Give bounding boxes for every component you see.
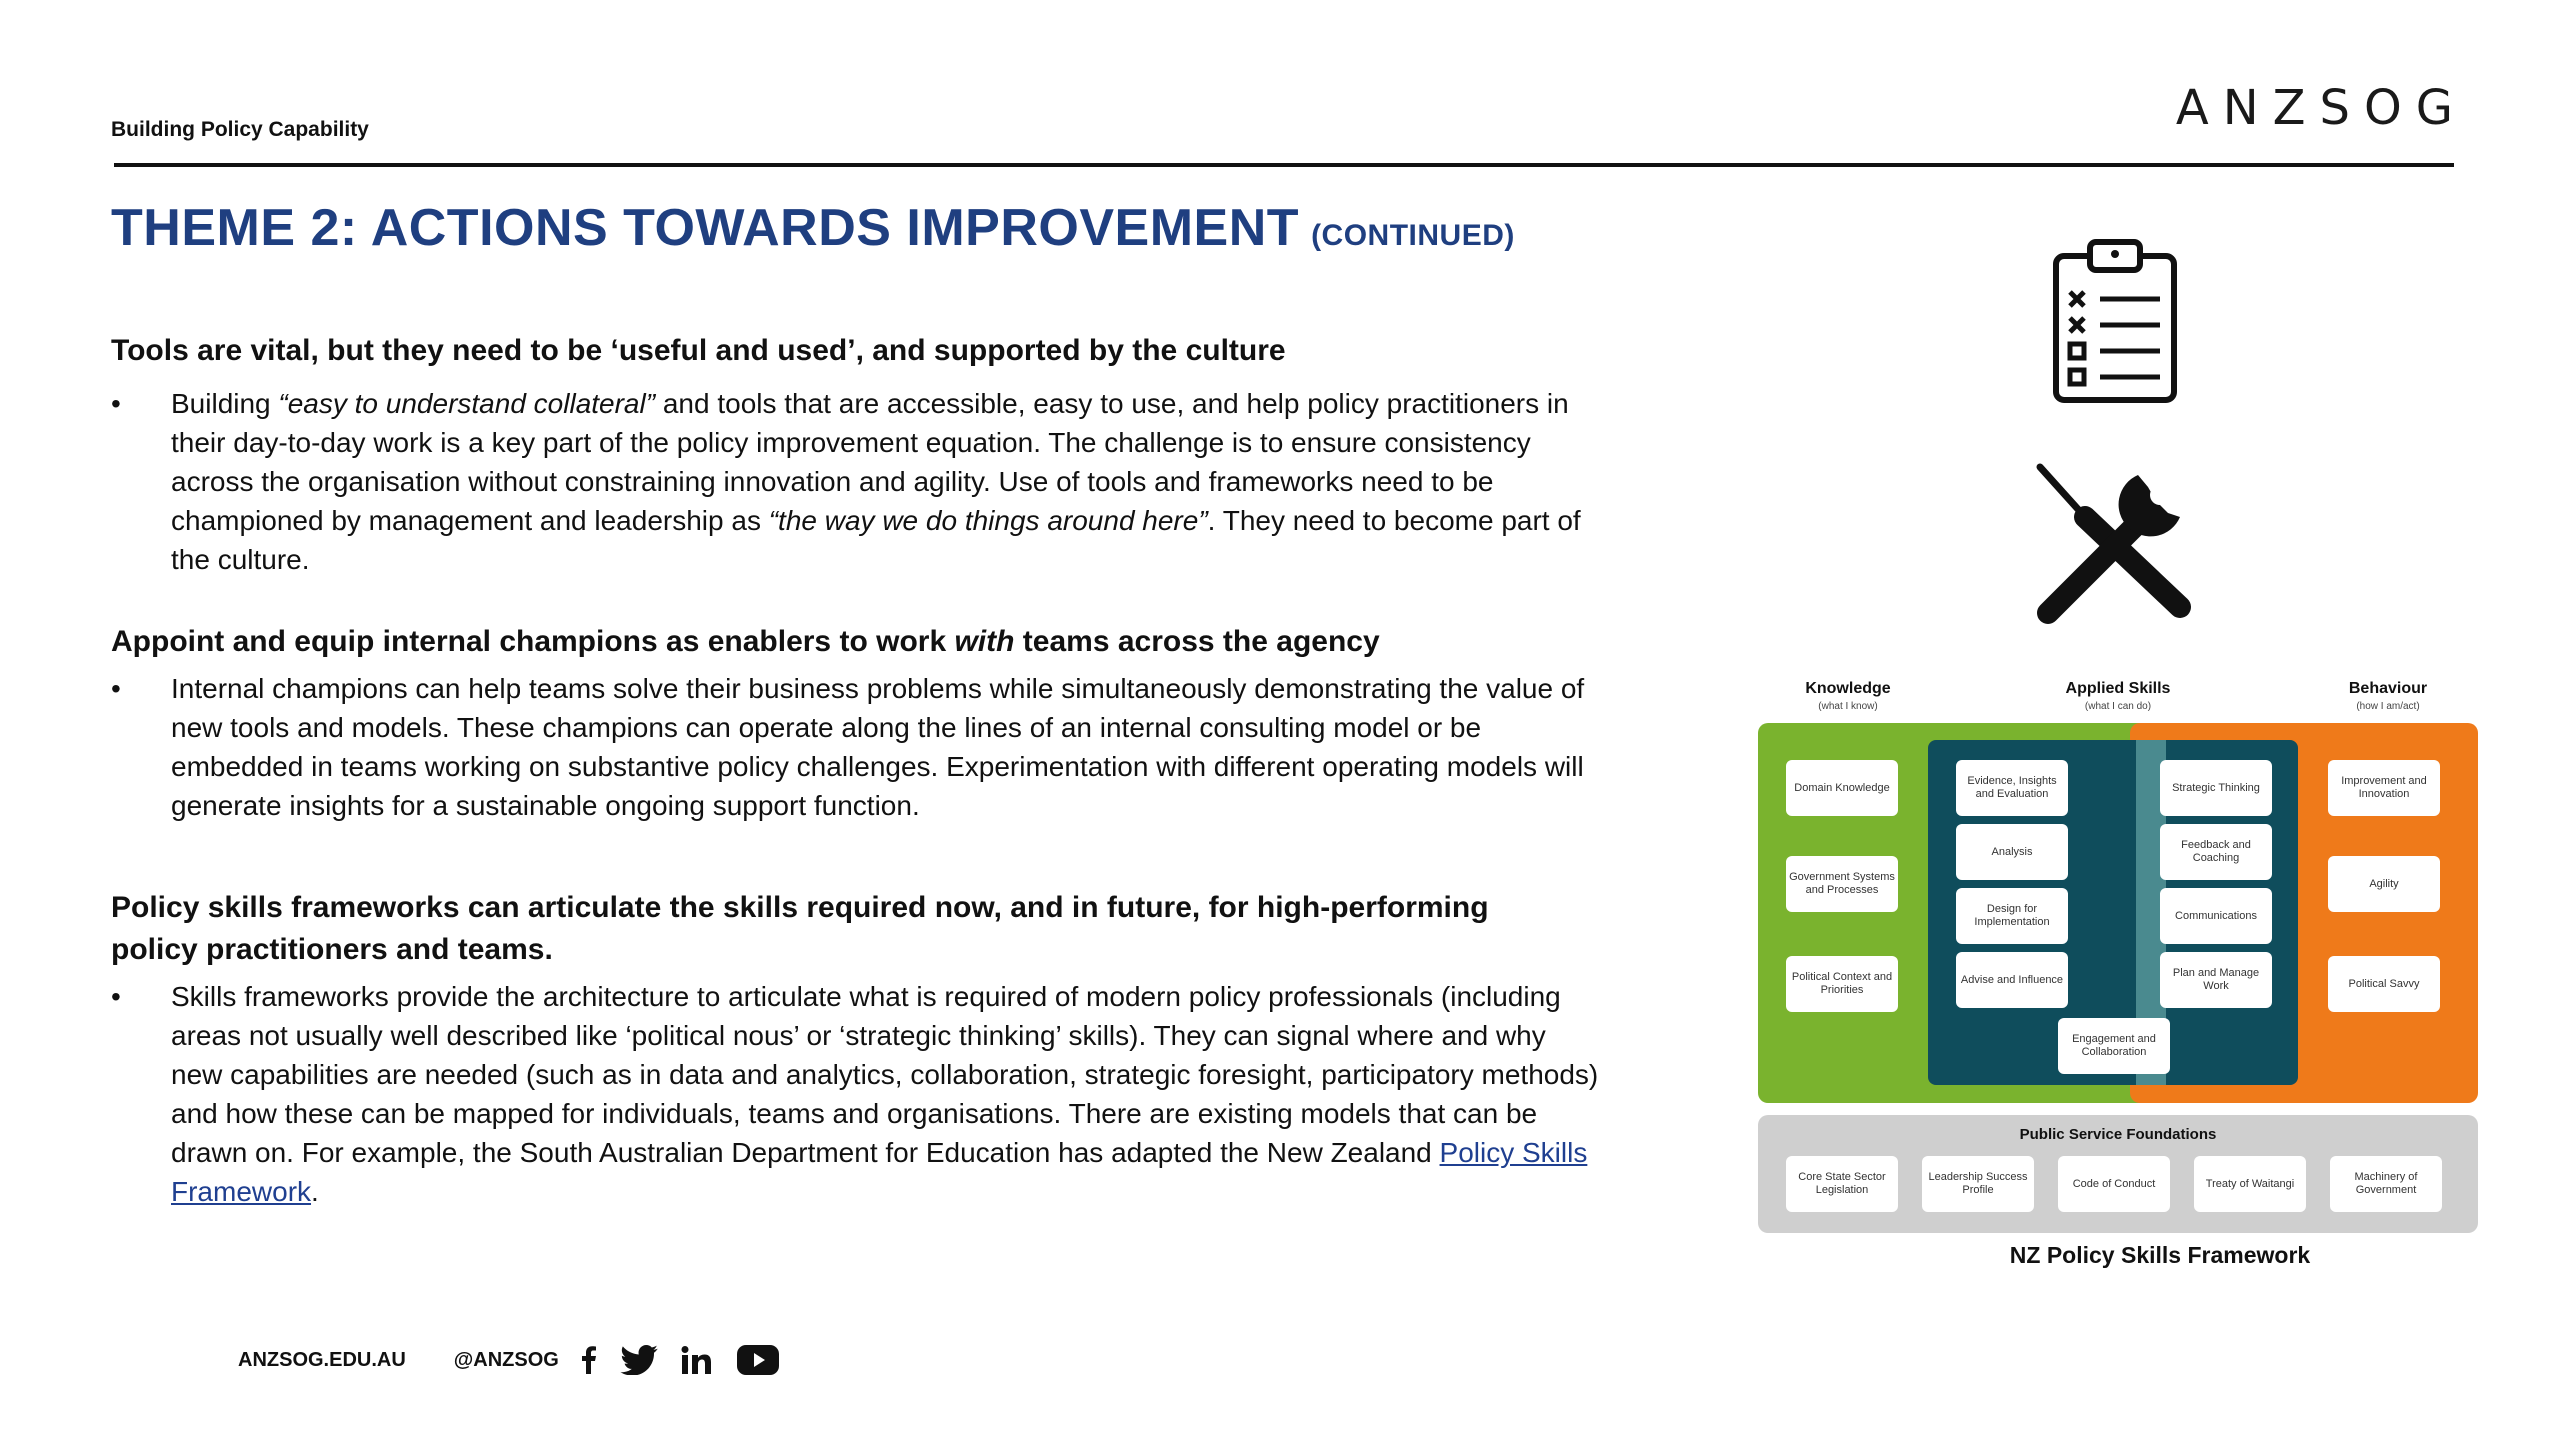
- foundation-item: Core State Sector Legislation: [1786, 1156, 1898, 1212]
- column-sub-applied: (what I can do): [2084, 701, 2152, 712]
- column-title-applied: Applied Skills: [2065, 680, 2171, 697]
- bullet-text-part: Skills frameworks provide the architecture to articulate what is required of modern policy professionals (including areas not usually well described like ‘political nous’ or ‘strategic thinking’ skills). They can signal where and why new capabilities are needed (such as in data and analytics, collaboration, strategic foresight, participatory methods) and how these can be mapped for individuals, teams and organisations. There are existing models that can be drawn on. For example, the South Australian Department for Education has adapted the New Zealand: [171, 981, 1599, 1168]
- policy-skills-framework-diagram: [1758, 668, 2478, 1258]
- bullet-text: [171, 977, 1601, 1211]
- section-champions: [111, 621, 1601, 825]
- bullet-quote: “the way we do things around here”: [768, 505, 1208, 536]
- section-heading: Policy skills frameworks can articulate the skills required now, and in future, for high-performing policy practitioners and teams.: [111, 891, 1489, 966]
- twitter-icon[interactable]: [619, 1345, 659, 1375]
- bullet-item: [111, 384, 1601, 579]
- behaviour-item: Agility: [2328, 856, 2440, 912]
- youtube-icon[interactable]: [737, 1345, 779, 1375]
- applied-skill-item: Design for Implementation: [1956, 888, 2068, 944]
- applied-skill-item: Evidence, Insights and Evaluation: [1956, 760, 2068, 816]
- section-frameworks: [111, 887, 1601, 1211]
- facebook-icon[interactable]: [581, 1346, 597, 1374]
- applied-skill-item: Strategic Thinking: [2160, 760, 2272, 816]
- column-sub-knowledge: (what I know): [1818, 701, 1878, 712]
- anzsog-logo: ANZSOG: [2175, 80, 2467, 136]
- heading-part: teams across the agency: [1014, 625, 1380, 658]
- column-title-behaviour: Behaviour: [2348, 680, 2428, 697]
- foundation-item: Code of Conduct: [2058, 1156, 2170, 1212]
- footer: [238, 1345, 779, 1375]
- footer-handle[interactable]: @ANZSOG: [453, 1348, 559, 1371]
- applied-skill-item: Communications: [2160, 888, 2272, 944]
- behaviour-item: Political Savvy: [2328, 956, 2440, 1012]
- bullet-item: [111, 977, 1601, 1211]
- foundation-item: Machinery of Government: [2330, 1156, 2442, 1212]
- section-heading: Tools are vital, but they need to be ‘useful and used’, and supported by the culture: [111, 334, 1286, 367]
- linkedin-icon[interactable]: [681, 1346, 715, 1374]
- bullet-marker: •: [111, 388, 121, 419]
- applied-skill-item: Analysis: [1956, 824, 2068, 880]
- bullet-quote: “easy to understand collateral”: [278, 388, 656, 419]
- bullet-text-part: and tools that are accessible, easy to use, and help policy practitioners in their day-to-day work is a key part of the policy improvement equation. The challenge is to ensure consistency across the organisation without constraining innovation and agility. Use of tools and frameworks need to be championed by management and leadership as: [171, 388, 1569, 536]
- applied-skill-item: Advise and Influence: [1956, 952, 2068, 1008]
- foundations-title: Public Service Foundations: [2019, 1126, 2217, 1143]
- policy-skills-framework-link[interactable]: Policy Skills Framework: [171, 1137, 1588, 1207]
- knowledge-item: Government Systems and Processes: [1786, 856, 1898, 912]
- heading-emphasis: with: [954, 625, 1015, 658]
- bullet-marker: •: [111, 981, 121, 1012]
- bullet-text: [171, 384, 1601, 579]
- framework-caption: NZ Policy Skills Framework: [2009, 1242, 2311, 1268]
- section-tools: [111, 330, 1601, 579]
- knowledge-item: Domain Knowledge: [1786, 760, 1898, 816]
- applied-skill-item: Plan and Manage Work: [2160, 952, 2272, 1008]
- bullet-text-part: . They need to become part of the culture.: [171, 505, 1581, 575]
- heading-part: Appoint and equip internal champions as enablers to work: [111, 625, 955, 658]
- applied-skill-center-item: Engagement and Collaboration: [2058, 1018, 2170, 1074]
- bullet-marker: •: [111, 673, 121, 704]
- applied-skill-item: Feedback and Coaching: [2160, 824, 2272, 880]
- column-sub-behaviour: (how I am/act): [2356, 701, 2420, 712]
- behaviour-item: Improvement and Innovation: [2328, 760, 2440, 816]
- footer-website[interactable]: ANZSOG.EDU.AU: [238, 1348, 406, 1371]
- header-divider: [114, 163, 2454, 167]
- wrench-screwdriver-icon: [2030, 455, 2200, 625]
- foundation-item: Treaty of Waitangi: [2194, 1156, 2306, 1212]
- clipboard-checklist-icon: [2050, 236, 2180, 406]
- section-heading: [111, 621, 1601, 663]
- knowledge-item: Political Context and Priorities: [1786, 956, 1898, 1012]
- bullet-text-part: .: [311, 1176, 319, 1207]
- column-title-knowledge: Knowledge: [1805, 680, 1891, 697]
- page-title-suffix: (CONTINUED): [1311, 219, 1515, 252]
- page-title-main: THEME 2: ACTIONS TOWARDS IMPROVEMENT: [111, 199, 1300, 257]
- bullet-text-part: Building: [171, 388, 279, 419]
- header-label: Building Policy Capability: [111, 118, 369, 141]
- bullet-text: Internal champions can help teams solve their business problems while simultaneously demonstrating the value of new tools and models. These champions can operate along the lines of an internal consulting model or be embedded in teams working on substantive policy challenges. Experimentation with different operating models will generate insights for a sustainable ongoing support function.: [171, 673, 1585, 821]
- page-title: [111, 198, 1515, 258]
- foundation-item: Leadership Success Profile: [1922, 1156, 2034, 1212]
- bullet-item: [111, 669, 1601, 825]
